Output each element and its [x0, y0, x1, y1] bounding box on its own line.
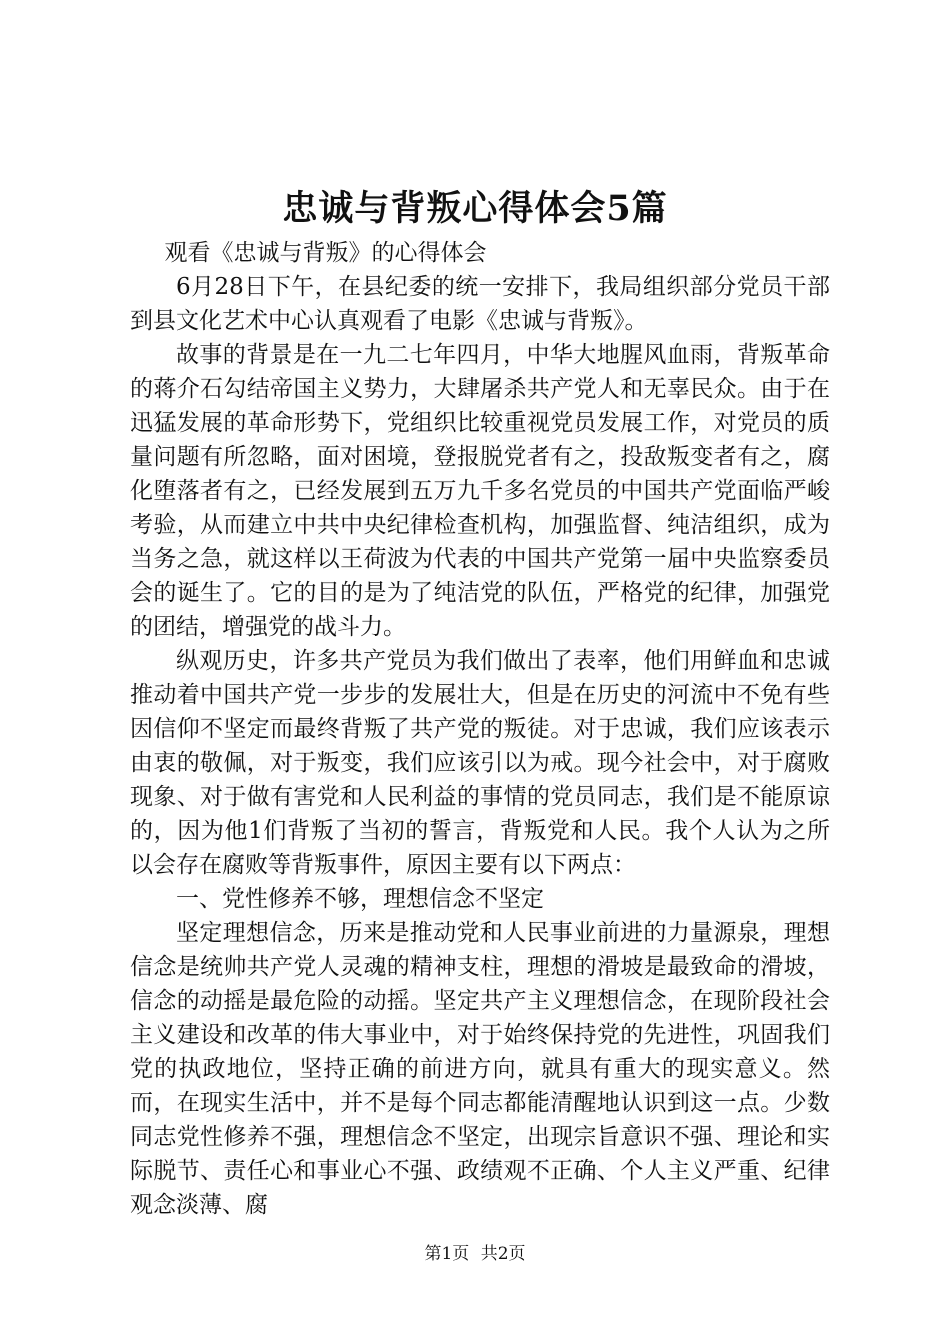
- document-body: [130, 236, 830, 1222]
- paragraph: 故事的背景是在一九二七年四月，中华大地腥风血雨，背叛革命的蒋介石勾结帝国主义势力，大肆屠杀共产党人和无辜民众。由于在迅猛发展的革命形势下，党组织比较重视党员发展工作，对党员的质量问题有所忽略，面对困境，登报脱党者有之，投敌叛变者有之，腐化堕落者有之，已经发展到五万九千多名党员的中国共产党面临严峻考验，从而建立中共中央纪律检查机构，加强监督、纯洁组织，成为当务之急，就这样以王荷波为代表的中国共产党第一届中央监察委员会的诞生了。它的目的是为了纯洁党的队伍，严格党的纪律，加强党的团结，增强党的战斗力。: [130, 342, 830, 640]
- paragraph: 观看《忠诚与背叛》的心得体会: [164, 240, 487, 266]
- paragraph: 坚定理想信念，历来是推动党和人民事业前进的力量源泉，理想信念是统帅共产党人灵魂的精神支柱，理想的滑坡是最致命的滑坡，信念的动摇是最危险的动摇。坚定共产主义理想信念，在现阶段社会主义建设和改革的伟大事业中，对于始终保持党的先进性，巩固我们党的执政地位，坚持正确的前进方向，就具有重大的现实意义。然而，在现实生活中，并不是每个同志都能清醒地认识到这一点。少数同志党性修养不强，理想信念不坚定，出现宗旨意识不强、理论和实际脱节、责任心和事业心不强、政绩观不正确、个人主义严重、纪律观念淡薄、腐: [130, 920, 830, 1218]
- paragraph: 纵观历史，许多共产党员为我们做出了表率，他们用鲜血和忠诚推动着中国共产党一步步的发展壮大，但是在历史的河流中不免有些因信仰不坚定而最终背叛了共产党的叛徒。对于忠诚，我们应该表示由衷的敬佩，对于叛变，我们应该引以为戒。现今社会中，对于腐败现象、对于做有害党和人民利益的事情的党员同志，我们是不能原谅的，因为他1们背叛了当初的誓言，背叛党和人民。我个人认为之所以会存在腐败等背叛事件，原因主要有以下两点：: [130, 648, 830, 878]
- paragraph: 6月28日下午，在县纪委的统一安排下，我局组织部分党员干部到县文化艺术中心认真观看了电影《忠诚与背叛》。: [130, 274, 830, 334]
- page-title: 忠诚与背叛心得体会5篇: [282, 188, 668, 229]
- page-number: 第1页: [424, 1244, 470, 1264]
- page-footer: [0, 1242, 950, 1266]
- section-heading: 一、党性修养不够，理想信念不坚定: [176, 886, 544, 912]
- page-total: 共2页: [480, 1244, 526, 1264]
